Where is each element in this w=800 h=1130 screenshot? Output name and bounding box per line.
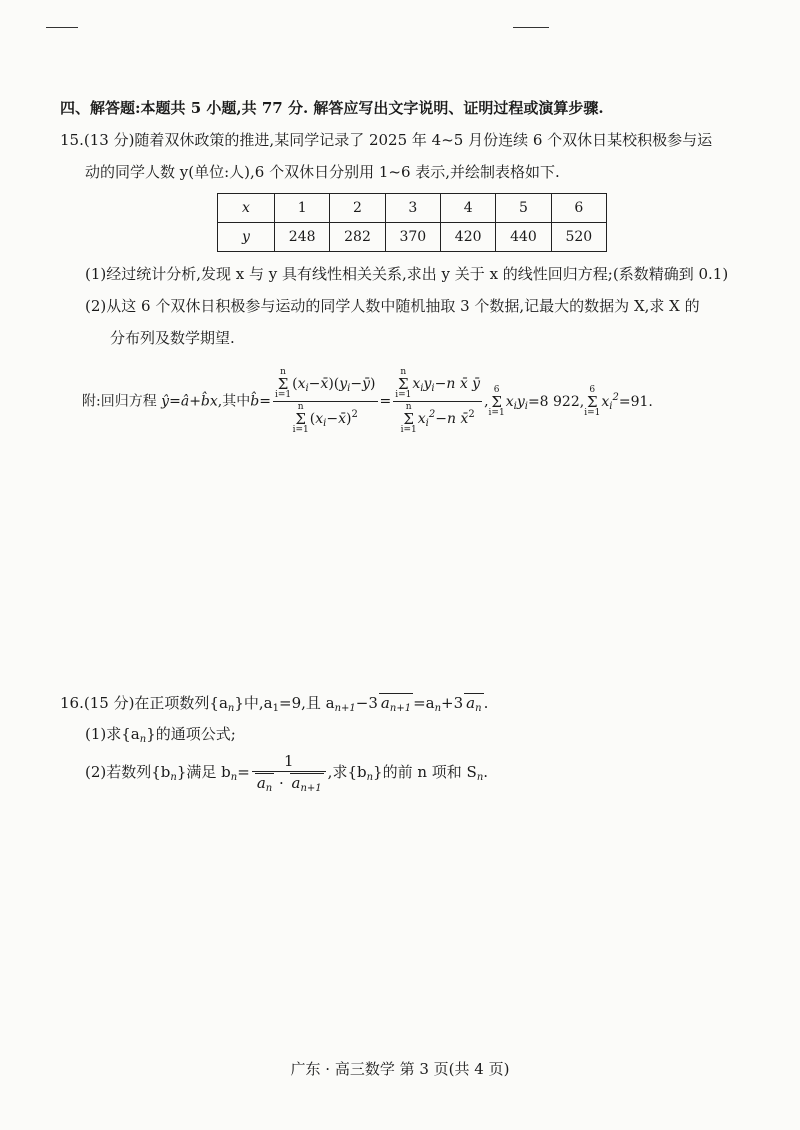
table-cell: 4 [440, 194, 495, 223]
top-right-rule [513, 27, 549, 28]
q15-score: (13 分) [83, 131, 135, 149]
table-cell: 370 [385, 223, 440, 252]
regression-equation: ŷ=â+b̂x [161, 393, 218, 410]
q15-text-line2: 动的同学人数 y(单位:人),6 个双休日分别用 1~6 表示,并绘制表格如下. [85, 163, 560, 181]
appendix-prefix: 附:回归方程 [82, 393, 157, 410]
q16-score: (15 分) [83, 694, 135, 712]
table-cell: 2 [330, 194, 385, 223]
b-hat-symbol: b̂= [250, 393, 271, 410]
table-cell: 1 [275, 194, 330, 223]
b-hat-fraction-2: n Σ $i=1x_iy_i-n$ x̄ ȳ n Σ $i=1x_i^2-n$ x̄$^2$ [395, 367, 481, 435]
b-hat-fraction-1: n Σ $i=1(x_i-x̄)(y_i-ȳ)$ n Σ $i=1(x_i-x̄)^2$ [274, 367, 376, 435]
table-row-y [218, 223, 607, 252]
table-cell: 420 [440, 223, 495, 252]
section-title: 四、解答题:本题共 5 小题,共 77 分. 解答应写出文字说明、证明过程或演算步骤. [60, 99, 604, 117]
table-header-y: y [218, 223, 275, 252]
sum-xy: 6 Σ $i=1x_iy_i=8$ 922, [488, 384, 585, 418]
q16-stem: 16.(15 分)在正项数列$\{a_n\}$中$,a_1=9$,且 $a_{n+1}-3$ $a_{n+1} =a_n+3$ $a_n$ . [60, 694, 489, 714]
top-left-rule [46, 27, 78, 28]
table-row-x [218, 194, 607, 223]
table-cell: 5 [496, 194, 551, 223]
bn-fraction: $\frac{1}{a_n \cdot a_{n+1}}$ [252, 752, 326, 794]
q16-part1: (1)求$\{a_n\}$的通项公式; [85, 725, 236, 745]
q15-text-line1: 随着双休政策的推进,某同学记录了 2025 年 4~5 月份连续 6 个双休日某校积极参与运 [134, 131, 713, 149]
table-cell: 248 [275, 223, 330, 252]
q16-part2: (2)若数列$\{b_n\}$满足 $b_n=$ $\frac{1}{a_n \cdot a_{n+1}}$ ,求$\{b_n\}$的前 n 项和 $S_n$. [85, 752, 489, 794]
q15-line1 [60, 129, 712, 150]
q16-number: 16. [60, 694, 84, 712]
appendix-middle: ,其中 [217, 393, 251, 410]
page-footer: 广东 · 高三数学 第 3 页(共 4 页) [290, 1060, 510, 1078]
q15-appendix: 附:回归方程 ŷ=â+b̂x,其中b̂= n Σ $i=1(x_i-x̄)(y_i-ȳ)$ n Σ $i=1(x_i-x̄)^2$ = n Σ $i=1x_iy_i-n$ x̄ ȳ n Σ $i=1x_i^2-n$ x̄$^2$ ,6 Σ $i=1x_iy_i=8$ 922,6 Σ $i=1x_i^2=91$. [82, 367, 653, 435]
table-cell: 282 [330, 223, 385, 252]
table-cell: 520 [551, 223, 606, 252]
q15-part2-line1: (2)从这 6 个双休日积极参与运动的同学人数中随机抽取 3 个数据,记最大的数据为 X,求 X 的 [85, 297, 700, 315]
q15-part2-line2: 分布列及数学期望. [110, 329, 235, 347]
q15-data-table [217, 193, 607, 252]
q15-part1: (1)经过统计分析,发现 x 与 y 具有线性相关关系,求出 y 关于 x 的线性回归方程;(系数精确到 0.1) [85, 265, 729, 283]
table-header-x: x [218, 194, 275, 223]
table-cell: 3 [385, 194, 440, 223]
q15-number: 15. [60, 131, 84, 149]
table-cell: 6 [551, 194, 606, 223]
sum-x2: 6 Σ $i=1x_i^2=91$. [584, 384, 653, 418]
table-cell: 440 [496, 223, 551, 252]
